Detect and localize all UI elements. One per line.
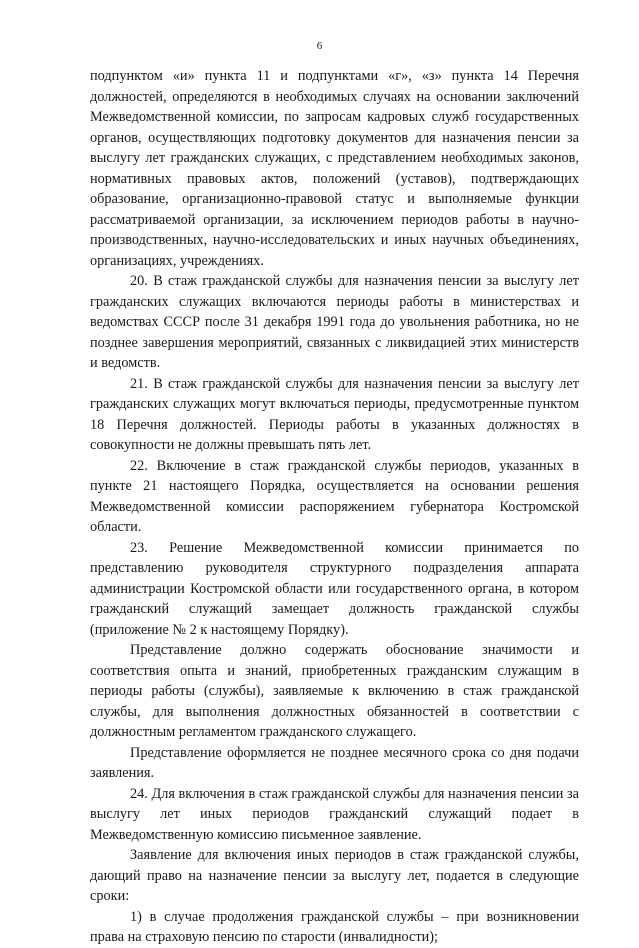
paragraph-item-24: 24. Для включения в стаж гражданской службы для назначения пенсии за выслугу лет иных периодов гражданский служащий подает в Межведомственную комиссию письменное заявление.	[90, 785, 579, 843]
paragraph-continuation: подпунктом «и» пункта 11 и подпунктами «г», «з» пункта 14 Перечня должностей, определяются в необходимых случаях на основании заключений Межведомственной комиссии, по запросам кадровых служб государственных органов, осуществляющих подготовку документов для назначения пенсии за выслугу лет гражданских служащих, с представлением необходимых законов, нормативных правовых актов, положений (уставов), подтверждающих образование, организационно-правовой статус и выполняемые функции рассматриваемой организации, за исключением периодов работы в научно-производственных, научно-исследовательских и иных научных объединениях, организациях, учреждениях.	[90, 68, 579, 269]
paragraph-item-22: 22. Включение в стаж гражданской службы периодов, указанных в пункте 21 настоящего Порядка, осуществляется на основании решения Межведомственной комиссии распоряжением губернатора Костромской области.	[90, 457, 579, 535]
paragraph-item-23: 23. Решение Межведомственной комиссии принимается по представлению руководителя структурного подразделения аппарата администрации Костромской области или государственного органа, в котором гражданский служащий замещает должность гражданской службы (приложение № 2 к настоящему Порядку).	[90, 539, 579, 638]
page-number: 6	[316, 40, 323, 52]
paragraph-item-21: 21. В стаж гражданской службы для назначения пенсии за выслугу лет гражданских служащих могут включаться периоды, предусмотренные пунктом 18 Перечня должностей. Периоды работы в указанных должностях в совокупности не должны превышать пять лет.	[90, 375, 579, 453]
paragraph-item-20: 20. В стаж гражданской службы для назначения пенсии за выслугу лет гражданских служащих включаются периоды работы в министерствах и ведомствах СССР после 31 декабря 1991 года до увольнения работника, но не позднее завершения мероприятий, связанных с ликвидацией этих министерств и ведомств.	[90, 273, 579, 371]
paragraph-representation-deadline: Представление оформляется не позднее месячного срока со дня подачи заявления.	[90, 744, 579, 781]
paragraph-application-terms: Заявление для включения иных периодов в стаж гражданской службы, дающий право на назначение пенсии за выслугу лет, подается в следующие сроки:	[90, 847, 579, 904]
paragraph-representation-content: Представление должно содержать обоснование значимости и соответствия опыта и знаний, приобретенных гражданским служащим в периоды работы (службы), заявляемые к включению в стаж гражданской службы, для выполнения должностных обязанностей в соответствии с должностным регламентом гражданского служащего.	[90, 642, 579, 740]
document-body	[90, 66, 579, 948]
paragraph-subitem-1: 1) в случае продолжения гражданской службы – при возникновении права на страховую пенсию по старости (инвалидности);	[90, 908, 579, 945]
